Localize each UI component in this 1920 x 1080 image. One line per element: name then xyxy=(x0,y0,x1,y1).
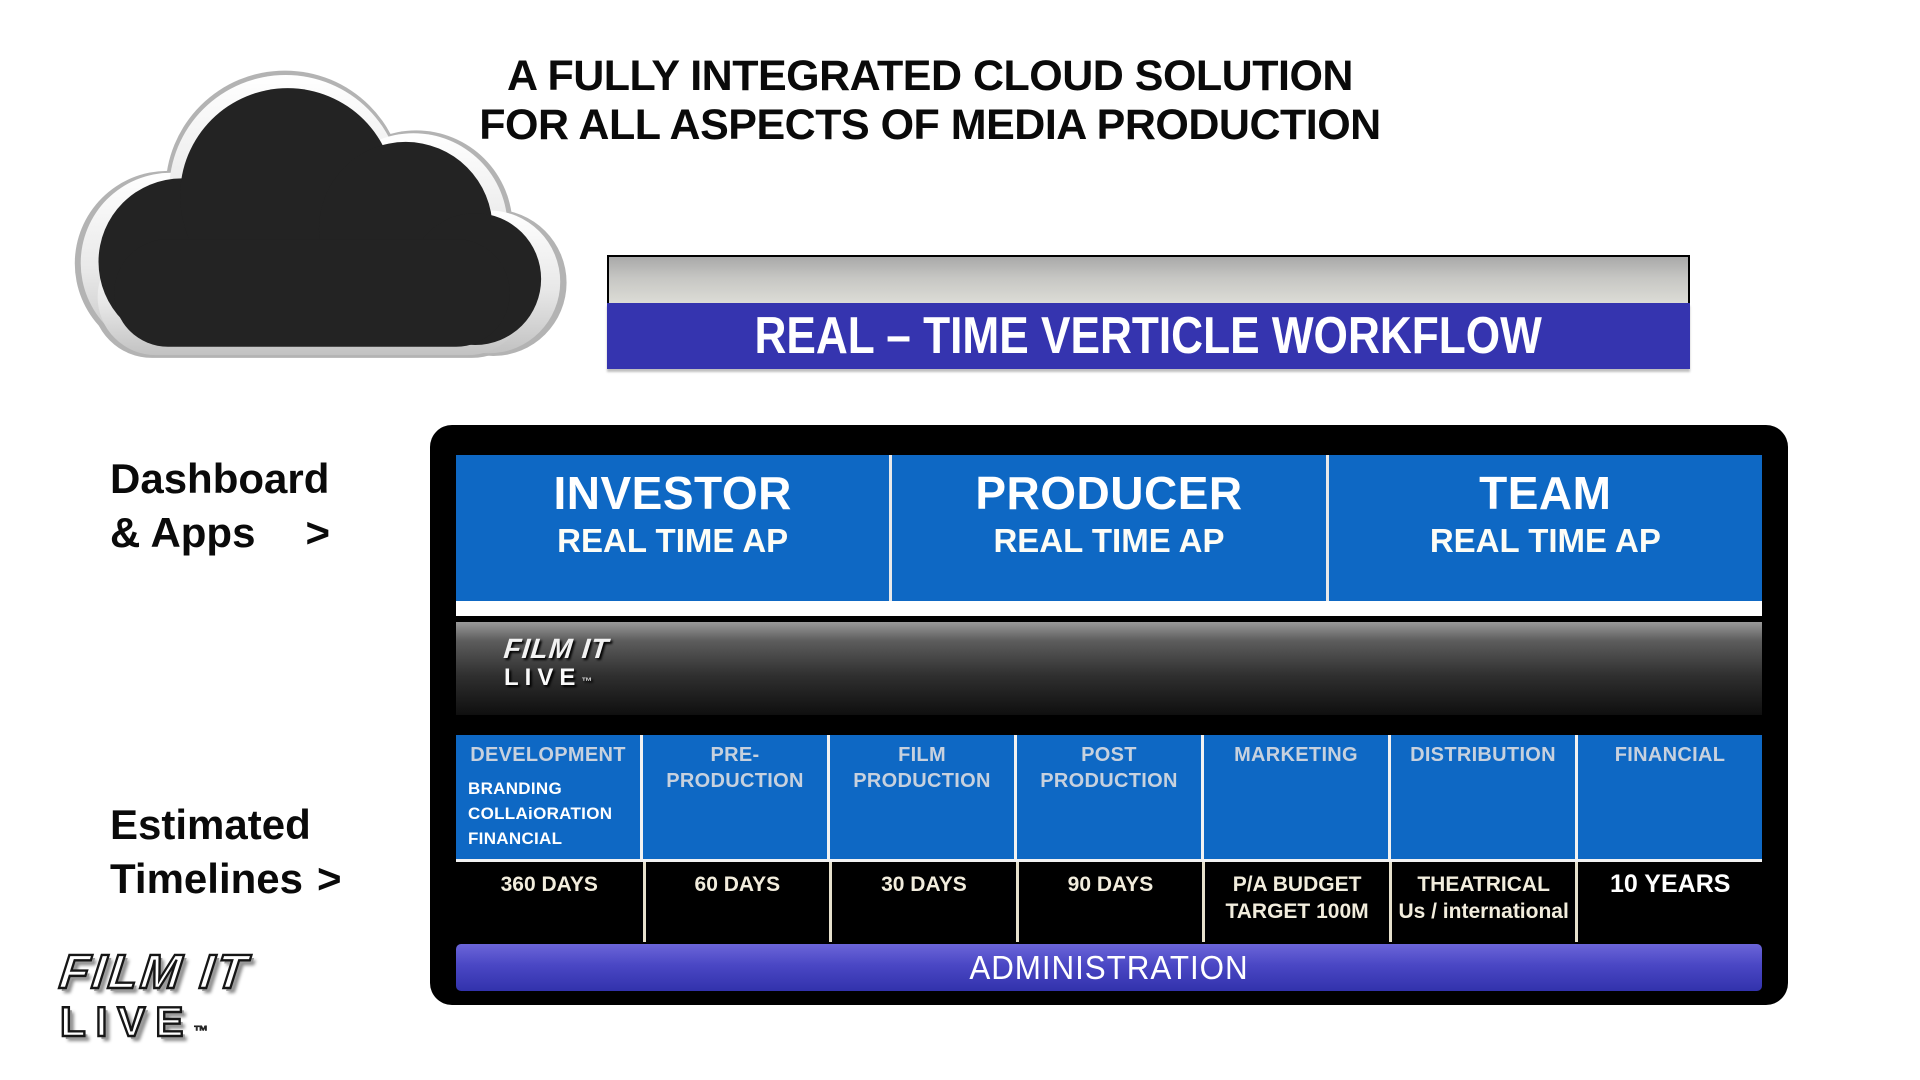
timeline-development: 360 DAYS xyxy=(500,873,598,896)
card-title: TEAM xyxy=(1479,467,1612,519)
estimated-timelines-label xyxy=(110,798,342,906)
card-title: PRODUCER xyxy=(975,467,1243,519)
dashboard-label-line2: & Apps xyxy=(110,509,256,556)
timelines-label-line2: Timelines xyxy=(110,855,303,902)
administration-bar xyxy=(456,944,1762,991)
logo-live: LIVE xyxy=(504,664,582,691)
header-card-team xyxy=(1329,455,1762,601)
header-card-producer xyxy=(892,455,1325,601)
card-subtitle: REAL TIME AP xyxy=(993,522,1225,559)
dashboard-header-row xyxy=(456,455,1762,601)
title-line-2: FOR ALL ASPECTS OF MEDIA PRODUCTION xyxy=(479,101,1381,149)
stage-financial: FINANCIAL xyxy=(1578,735,1762,859)
timelines-arrow: > xyxy=(316,855,342,902)
trademark-symbol: ™ xyxy=(193,1023,209,1040)
stage-pre-production: PRE- PRODUCTION xyxy=(643,735,827,859)
production-stages-row xyxy=(456,735,1762,862)
timeline-film-production: 30 DAYS xyxy=(829,862,1016,942)
timeline-marketing: P/A BUDGET TARGET 100M xyxy=(1202,862,1389,942)
page-title xyxy=(450,52,1410,150)
timelines-row xyxy=(456,862,1762,942)
timelines-label-line1: Estimated xyxy=(110,801,311,848)
logo-film-it: FILM IT xyxy=(502,633,611,664)
workflow-panel xyxy=(430,425,1788,1005)
workflow-banner xyxy=(607,303,1690,369)
film-it-live-logo xyxy=(504,634,609,696)
logo-film-it: FILM IT xyxy=(56,946,253,999)
timeline-post-production: 90 DAYS xyxy=(1016,862,1203,942)
card-title: INVESTOR xyxy=(553,467,792,519)
title-line-1: A FULLY INTEGRATED CLOUD SOLUTION xyxy=(507,52,1353,100)
timeline-financial: 10 YEARS xyxy=(1575,862,1762,942)
gradient-strip xyxy=(607,255,1690,303)
dashboard-label-line1: Dashboard xyxy=(110,455,330,502)
stage-development: DEVELOPMENT BRANDING COLLAiORATION FINANCIAL xyxy=(456,735,640,859)
header-card-investor xyxy=(456,455,889,601)
card-subtitle: REAL TIME AP xyxy=(1429,522,1661,559)
film-it-live-bar xyxy=(456,622,1762,715)
dashboard-arrow: > xyxy=(305,509,330,556)
workflow-banner-label: REAL – TIME VERTICLE WORKFLOW xyxy=(754,307,1543,365)
film-it-live-logo-large xyxy=(56,946,253,1056)
trademark-symbol: ™ xyxy=(581,676,593,688)
timeline-distribution: THEATRICAL Us / international xyxy=(1389,862,1576,942)
stage-marketing: MARKETING xyxy=(1204,735,1388,859)
logo-live: LIVE xyxy=(60,998,194,1045)
divider-strip xyxy=(456,601,1762,616)
dashboard-apps-label xyxy=(110,452,330,560)
timeline-pre-production: 60 DAYS xyxy=(643,862,830,942)
stage-post-production: POST PRODUCTION xyxy=(1017,735,1201,859)
development-items: BRANDING COLLAiORATION FINANCIAL xyxy=(468,779,613,848)
administration-label: ADMINISTRATION xyxy=(969,948,1249,986)
stage-film-production: FILM PRODUCTION xyxy=(830,735,1014,859)
stage-distribution: DISTRIBUTION xyxy=(1391,735,1575,859)
card-subtitle: REAL TIME AP xyxy=(557,522,789,559)
